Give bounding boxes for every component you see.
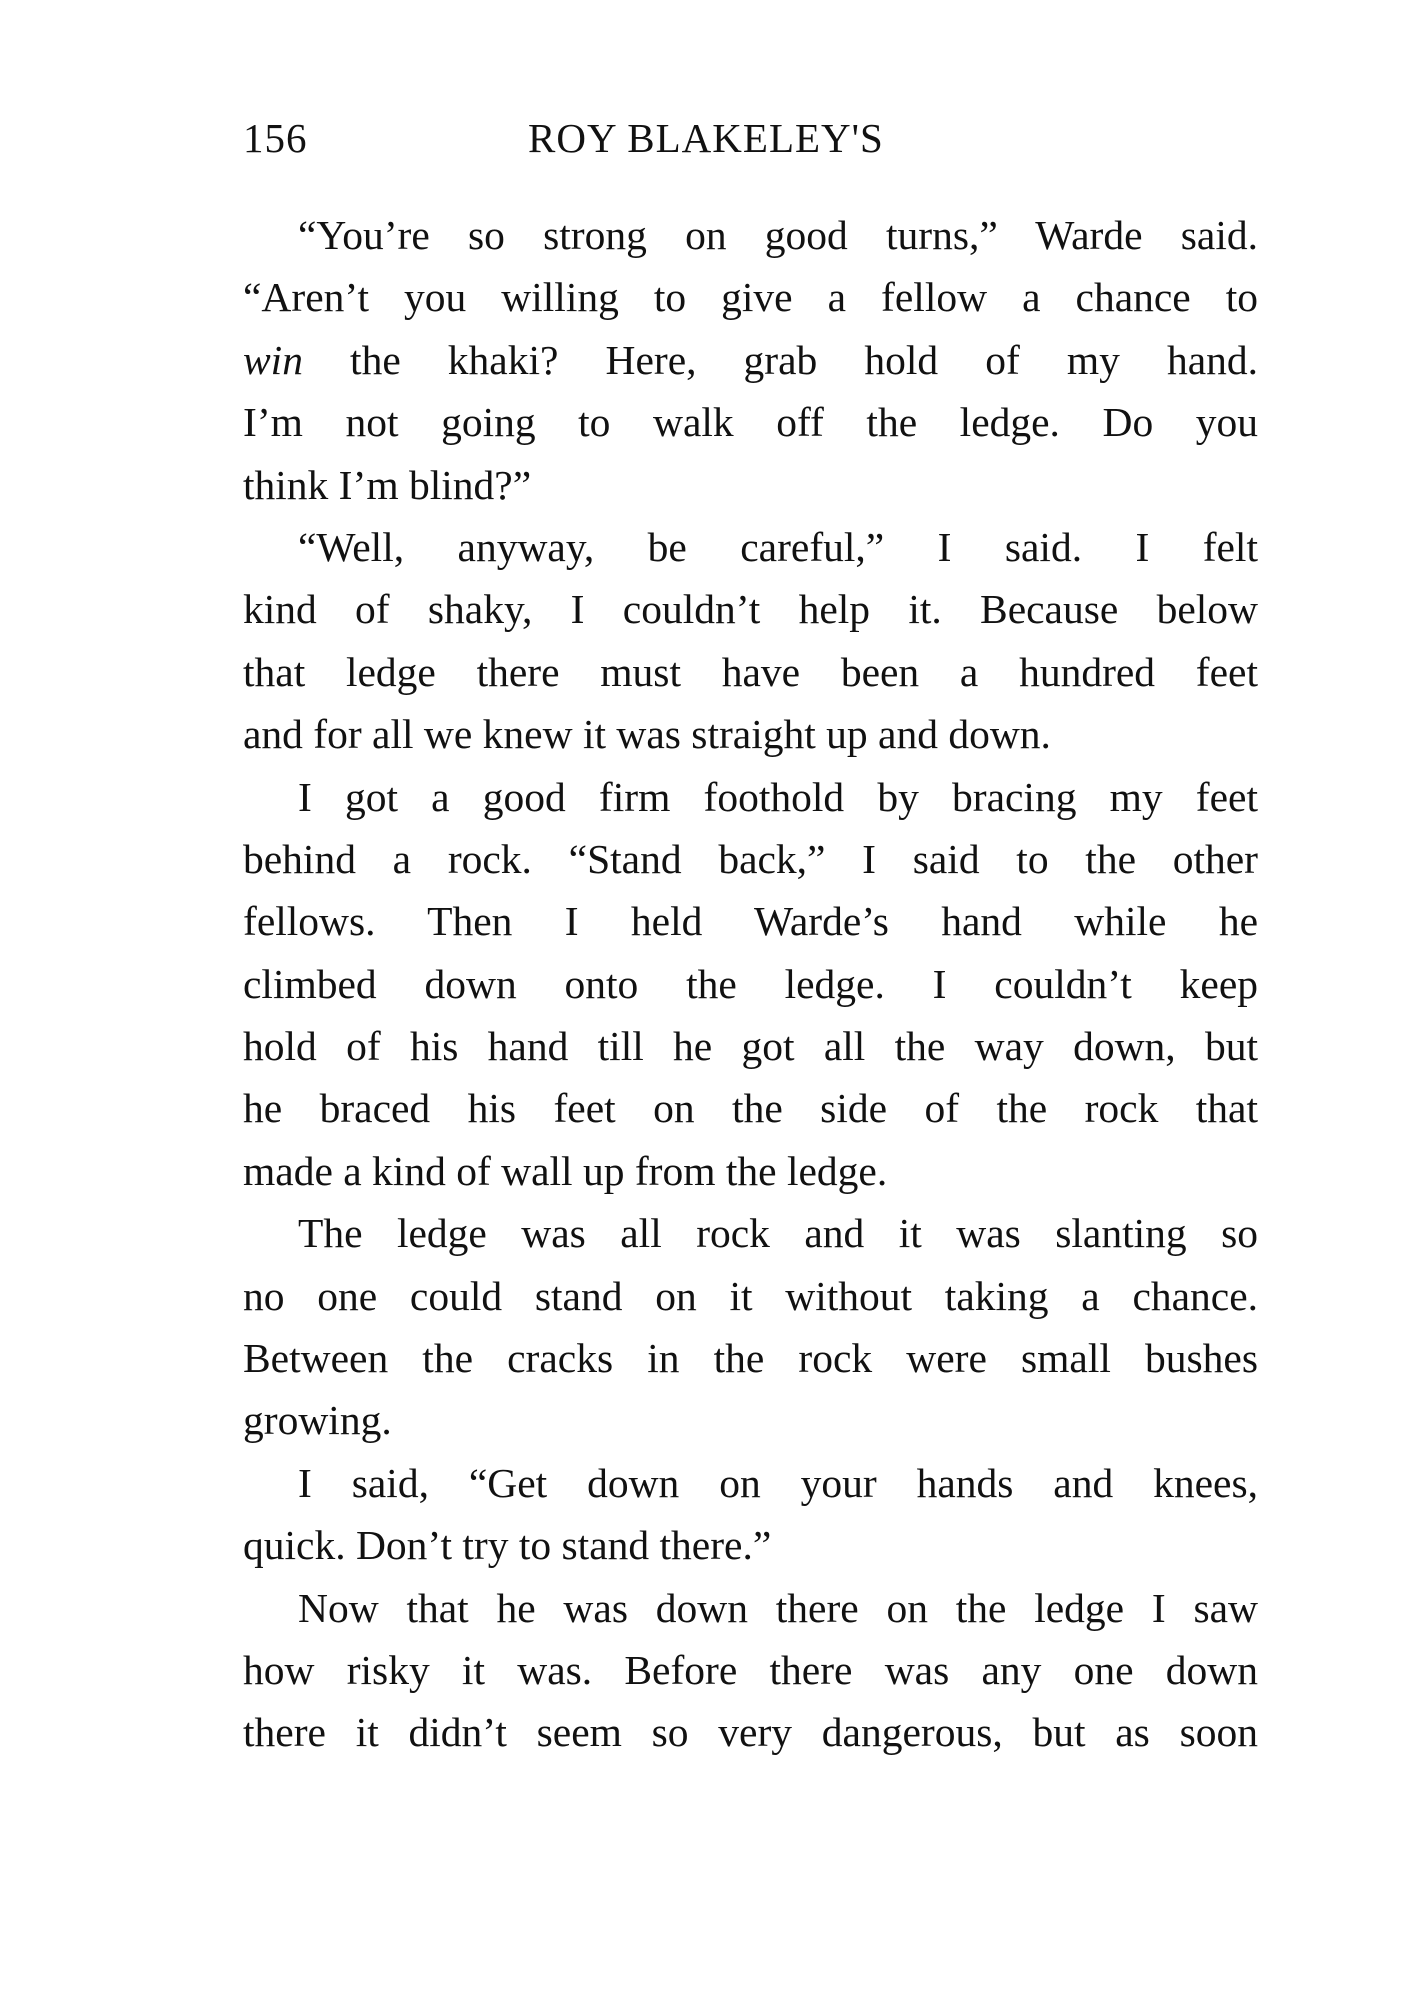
text-line: “You’re so strong on good turns,” Warde said. — [298, 212, 1258, 258]
text-line — [243, 329, 1258, 391]
text-line: no one could stand on it without taking a chance. — [243, 1272, 1258, 1319]
text-line: there it didn’t seem so very dangerous, but as soon — [243, 1709, 1258, 1756]
text-line: Between the cracks in the rock were small bushes — [243, 1335, 1258, 1382]
body-text — [243, 204, 1258, 1764]
italic-word: win — [243, 336, 303, 383]
text-line: I’m not going to walk off the ledge. Do you — [243, 399, 1258, 446]
text-line: “Aren’t you willing to give a fellow a chance to — [243, 274, 1258, 321]
line-text: the khaki? Here, grab hold of my hand. — [302, 336, 1258, 383]
text-line: I said, “Get down on your hands and knees, — [298, 1459, 1258, 1506]
text-line: The ledge was all rock and it was slanting so — [298, 1210, 1258, 1257]
text-line: quick. Don’t try to stand there.” — [243, 1522, 772, 1569]
text-line: think I’m blind?” — [243, 461, 532, 508]
text-line: Now that he was down there on the ledge I saw — [298, 1584, 1258, 1631]
text-line: how risky it was. Before there was any one down — [243, 1646, 1258, 1693]
text-line: and for all we knew it was straight up and down. — [243, 711, 1051, 758]
text-line: he braced his feet on the side of the rock that — [243, 1085, 1258, 1132]
text-line: climbed down onto the ledge. I couldn’t keep — [243, 960, 1258, 1007]
text-line: I got a good firm foothold by bracing my feet — [298, 773, 1258, 820]
text-line: made a kind of wall up from the ledge. — [243, 1147, 888, 1194]
running-title: ROY BLAKELEY'S — [528, 115, 884, 161]
text-line: hold of his hand till he got all the way down, but — [243, 1023, 1258, 1070]
page-number: 156 — [243, 115, 308, 161]
text-line: kind of shaky, I couldn’t help it. Because below — [243, 586, 1258, 633]
text-line: growing. — [243, 1397, 392, 1444]
page-header — [243, 108, 1258, 168]
text-line: fellows. Then I held Warde’s hand while he — [243, 898, 1258, 945]
text-line: behind a rock. “Stand back,” I said to the other — [243, 835, 1258, 882]
text-line: that ledge there must have been a hundred feet — [243, 648, 1258, 695]
text-line: “Well, anyway, be careful,” I said. I felt — [298, 523, 1258, 570]
